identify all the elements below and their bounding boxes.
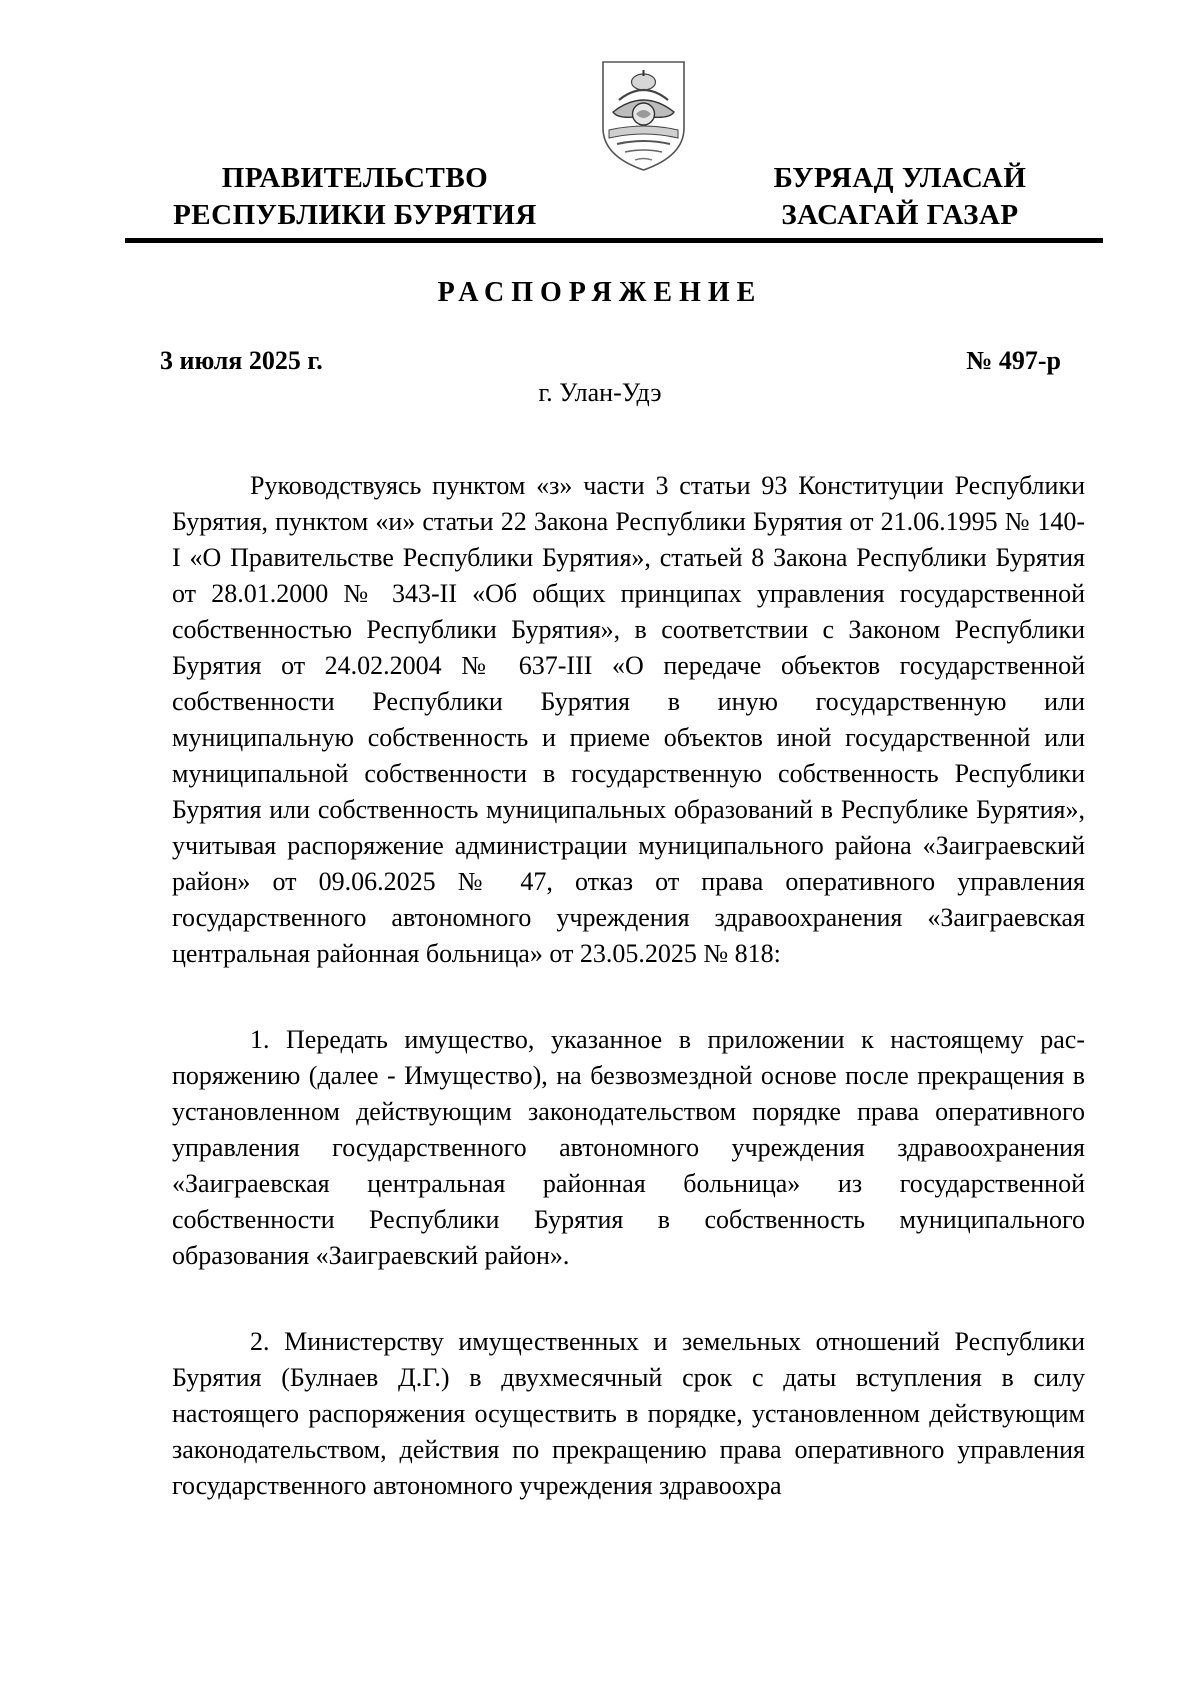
header-divider — [125, 238, 1103, 243]
preamble-paragraph: Руководствуясь пунктом «з» части 3 статьи 93 Конституции Республики Бурятия, пунктом «и» статьи 22 Закона Республики Бурятия от 21.06.1995 № 140-I «О Правительстве Республики Бурятия», статьей 8 Закона Республики Бурятия от 28.01.2000 № 343-II «Об общих принципах управления государственной собственностью Республики Бурятия», в соответствии с Законом Республики Бурятия от 24.02.2004 № 637-III «О передаче объектов государственной собственности Республики Бурятия в иную государственную или муниципальную собственность и приеме объектов иной государственной или муниципальной собственности в государственную собственность Республики Бурятия или собственность муниципальных образований в Республике Бурятия», учитывая распоряжение администрации муниципального района «Заиграевский район» от 09.06.2025 № 47, отказ от права оперативного управления государственного автономного учреждения здравоохранения «Заиграевская центральная районная больница» от 23.05.2025 № 818: — [172, 471, 1085, 968]
document-body — [172, 468, 1085, 1504]
organization-name-buryat — [745, 160, 1055, 234]
org-name-line: ПРАВИТЕЛЬСТВО — [221, 162, 489, 194]
org-name-line: РЕСПУБЛИКИ БУРЯТИЯ — [173, 199, 537, 231]
clause-paragraph: 2. Министерству имущественных и земельных отношений Республики Бурятия (Булнаев Д.Г.) в двухмесячный срок с даты вступления в силу настоящего распоряжения осуществить в порядке, установленном действующим законодательством, действия по прекращению права оперативного управления государственного автономного учреждения здравоохра — [172, 1327, 1085, 1500]
coat-of-arms-icon — [595, 56, 692, 174]
clause-paragraph: 1. Передать имущество, указанное в приложении к настоящему распоряжению (далее - Имущество), на безвозмездной основе после прекращения в установленном действующим законодательством порядке права оперативного управления государственного автономного учреждения здравоохранения «Заиграевская центральная районная больница» из государственной собственности Республики Бурятия в собственность муниципального образования «Заиграевский район». — [172, 1025, 1085, 1270]
document-date: 3 июля 2025 г. — [160, 346, 323, 375]
organization-name-russian — [160, 160, 550, 234]
document-city: г. Улан-Удэ — [538, 378, 662, 407]
document-type-title: РАСПОРЯЖЕНИЕ — [437, 277, 763, 308]
org-name-line: БУРЯАД УЛАСАЙ — [773, 162, 1027, 194]
org-name-line: ЗАСАГАЙ ГАЗАР — [781, 199, 1019, 231]
document-number: № 497-р — [966, 346, 1061, 375]
